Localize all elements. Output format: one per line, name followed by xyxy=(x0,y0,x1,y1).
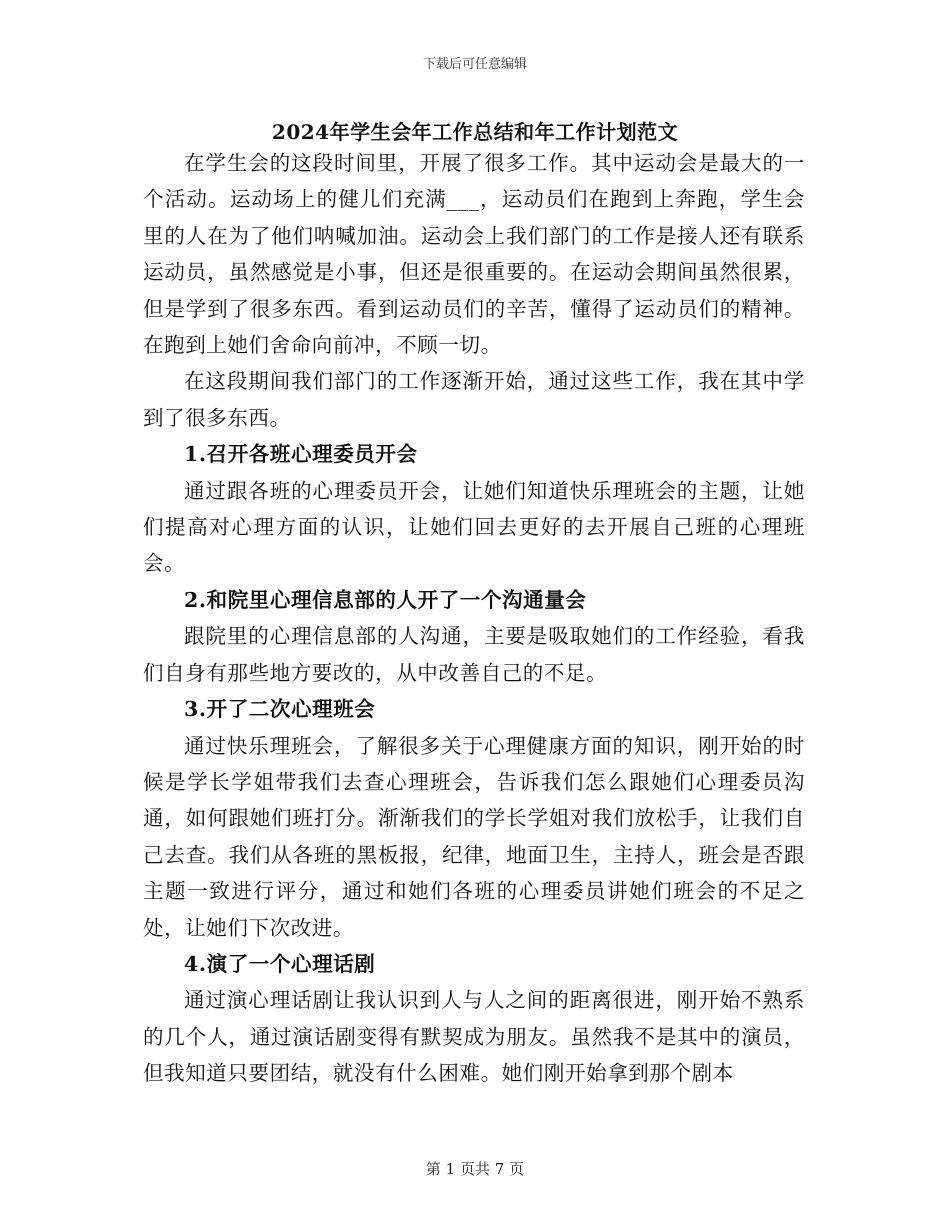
paragraph: 跟院里的心理信息部的人沟通，主要是吸取她们的工作经验，看我们自身有那些地方要改的，从中改善自己的不足。 xyxy=(143,624,805,685)
document-body xyxy=(143,145,805,1092)
section-heading: 1.召开各班心理委员开会 xyxy=(184,442,418,467)
paragraph: 通过跟各班的心理委员开会，让她们知道快乐理班会的主题，让她们提高对心理方面的认识，让她们回去更好的去开展自己班的心理班会。 xyxy=(143,478,805,576)
header-note: 下载后可任意编辑 xyxy=(422,57,527,72)
page-footer: 第 1 页共 7 页 xyxy=(425,1160,525,1178)
section-heading: 4.演了一个心理话剧 xyxy=(184,951,376,976)
section-heading: 3.开了二次心理班会 xyxy=(184,697,376,722)
paragraph: 通过快乐理班会，了解很多关于心理健康方面的知识，刚开始的时候是学长学姐带我们去查心理班会，告诉我们怎么跟她们心理委员沟通，如何跟她们班打分。渐渐我们的学长学姐对我们放松手，让我们自己去查。我们从各班的黑板报，纪律，地面卫生，主持人，班会是否跟主题一致进行评分，通过和她们各班的心理委员讲她们班会的不足之处，让她们下次改进。 xyxy=(143,733,805,940)
section-heading: 2.和院里心理信息部的人开了一个沟通量会 xyxy=(184,587,587,612)
paragraph: 在这段期间我们部门的工作逐渐开始，通过这些工作，我在其中学到了很多东西。 xyxy=(143,369,805,430)
paragraph: 在学生会的这段时间里，开展了很多工作。其中运动会是最大的一个活动。运动场上的健儿们充满___，运动员们在跑到上奔跑，学生会里的人在为了他们呐喊加油。运动会上我们部门的工作是接人还有联系运动员，虽然感觉是小事，但还是很重要的。在运动会期间虽然很累，但是学到了很多东西。看到运动员们的辛苦，懂得了运动员们的精神。在跑到上她们舍命向前冲，不顾一切。 xyxy=(143,151,805,358)
document-title: 2024年学生会年工作总结和年工作计划范文 xyxy=(271,120,679,144)
paragraph: 通过演心理话剧让我认识到人与人之间的距离很进，刚开始不熟系的几个人，通过演话剧变得有默契成为朋友。虽然我不是其中的演员，但我知道只要团结，就没有什么困难。她们刚开始拿到那个剧本 xyxy=(143,988,805,1086)
